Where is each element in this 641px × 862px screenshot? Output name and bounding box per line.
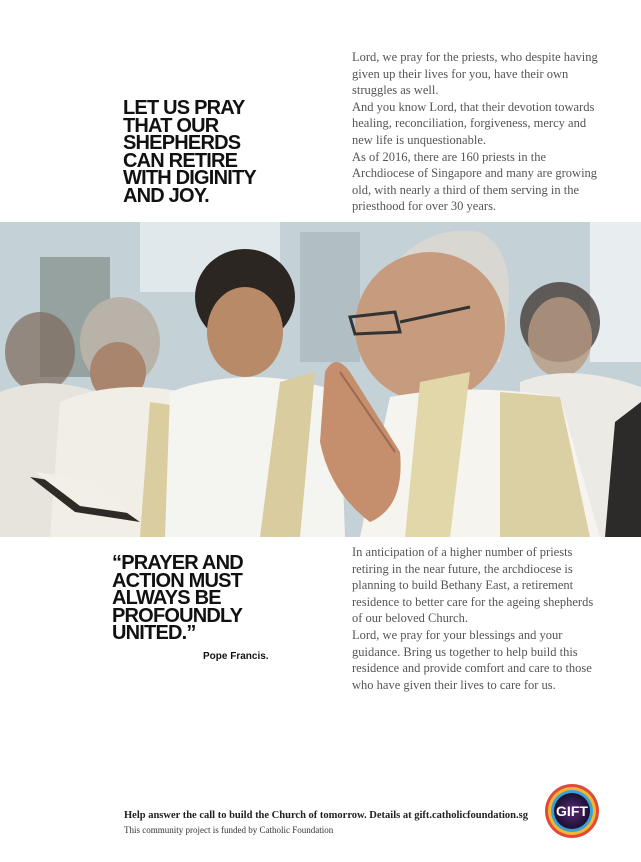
outro-paragraph: In anticipation of a higher number of priests retiring in the near future, the archdiocese is planning to build Bethany East, a retirement residence to better care for the ageing shepherds of our beloved Church.	[352, 545, 594, 626]
intro-paragraph: As of 2016, there are 160 priests in the Archdiocese of Singapore and many are growing old, with nearly a third of them serving in the priesthood for over 30 years.	[352, 149, 598, 214]
intro-text	[352, 49, 602, 215]
praying-priests-photo	[0, 222, 641, 537]
quote-attribution: Pope Francis.	[203, 651, 269, 662]
intro-paragraph: And you know Lord, that their devotion towards healing, reconciliation, forgiveness, mercy and new life is unquestionable.	[352, 99, 595, 147]
footer-call-to-action: Help answer the call to build the Church of tomorrow. Details at gift.catholicfoundation.sg	[124, 810, 528, 821]
quote: “PRAYER AND ACTION MUST ALWAYS BE PROFOUNDLY UNITED.”	[112, 552, 243, 644]
intro-paragraph: Lord, we pray for the priests, who despite having given up their lives for you, have their own struggles as well.	[352, 50, 598, 98]
headline: LET US PRAY THAT OUR SHEPHERDS CAN RETIRE WITH DIGINITY AND JOY.	[123, 97, 256, 207]
outro-paragraph: Lord, we pray for your blessings and your guidance. Bring us together to help build this residence and provide comfort and care to those who have given their lives to care for us.	[352, 627, 592, 692]
footer-funding-note: This community project is funded by Catholic Foundation	[124, 825, 334, 835]
gift-logo	[544, 783, 600, 839]
logo-text: GIFT	[556, 803, 588, 819]
outro-text	[352, 544, 602, 693]
